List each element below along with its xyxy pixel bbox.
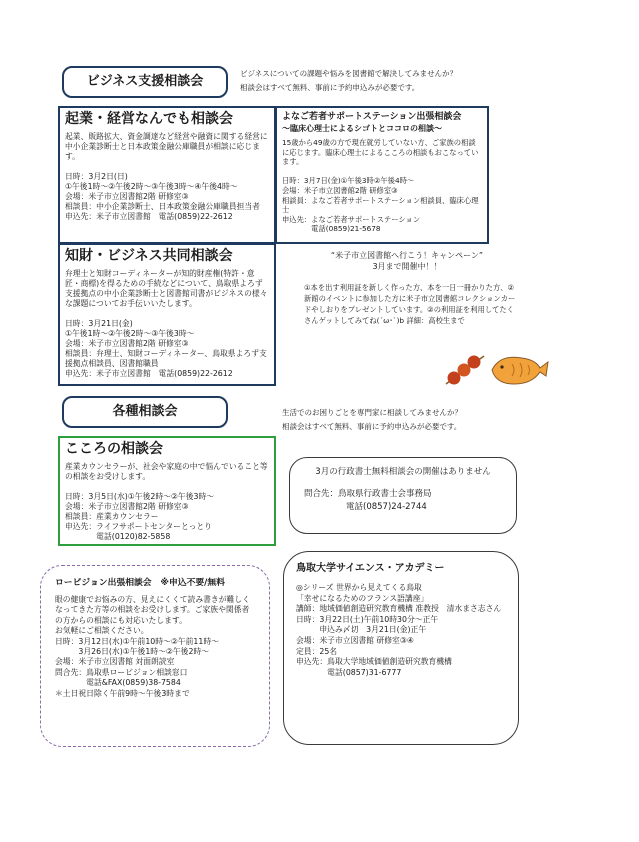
youth-support-title: よなご若者サポートステーション出張相談会 [282, 112, 462, 122]
dango-taiyaki-illustration [440, 348, 550, 390]
business-lead-line-2: 相談会はすべて無料、事前に予約申込みが必要です。 [240, 83, 420, 92]
gyosei-notice-box [289, 457, 517, 534]
youth-support-subtitle: ～臨床心理士によるシゴトとココロの相談～ [282, 124, 442, 133]
lowvision-consult-body: 眼の健康でお悩みの方、見えにくくて読み書きが難しくなってきた方等の相談をお受けします。ご家族や関係者の方からの相談にも対応いたします。 お気軽にご相談ください。 日時：3月12日(水)①午前10時～②午前11時～ 3月26日(水)①午後1時～②午後2時～ 会場：米子市立図書館 対面朗読室 問合先：鳥取県ロービジョン相談窓口 電話&FAX(0859)38-7584 ＊土日祝日除く午前9時～午後3時まで [55, 595, 250, 698]
campaign-heading: “米子市立図書館へ行こう！キャンペーン” [330, 251, 484, 260]
lowvision-consult-title: ロービジョン出張相談会 ※申込不要/無料 [55, 578, 225, 588]
kokoro-consult-box [58, 436, 276, 546]
ip-consult-title: 知財・ビジネス共同相談会 [65, 248, 233, 264]
science-academy-title: 鳥取大学サイエンス・アカデミー [296, 563, 445, 574]
campaign-body: ①本を出す利用証を新しく作った方、本を一日一冊かりた方、②新館のイベントに参加した方に米子市立図書館コレクションカードやしおりをプレゼントしています。②の利用証を利用してたくさんゲットしてみてね(´ω･`)b 詳細：高校生まで [304, 283, 516, 325]
lowvision-consult-box [40, 565, 270, 747]
youth-support-box [275, 106, 489, 244]
various-lead-line-1: 生活でのお困りごとを専門家に相談してみませんか？ [282, 408, 462, 417]
gyosei-tel: 電話(0857)24-2744 [346, 502, 427, 512]
various-lead [282, 406, 582, 434]
science-academy-body: ◎シリーズ 世界から見えてくる鳥取 「幸せになるためのフランス語講座」 講師：地域価値創造研究教育機構 准教授 清水まさ志さん 日時：3月22日(土)午前10時30分～正午 申込み〆切 3月21日(金)正午 会場：米子市立図書館 研修室③④ 定員：25名 申込先：鳥取大学地域価値創造研究教育機構 電話(0857)31-6777 [296, 583, 502, 677]
various-section-title: 各種相談会 [62, 396, 228, 428]
business-lead-line-1: ビジネスについての課題や悩みを図書館で解決してみませんか？ [240, 69, 458, 78]
campaign-sub: 3月まで開催中！！ [372, 262, 442, 271]
business-lead [240, 67, 540, 95]
various-lead-line-2: 相談会はすべて無料、事前に予約申込みが必要です。 [282, 422, 462, 431]
gyosei-notice-text: 3月の行政書士無料相談会の開催はありません [315, 467, 491, 477]
startup-consult-box [58, 106, 276, 244]
gyosei-contact: 問合先：鳥取県行政書士会事務局 [304, 489, 432, 499]
youth-support-body: 15歳から49歳の方で現在就労していない方、ご家族の相談に応じます。臨床心理士によるこころの相談もおこなっています。 日時：3月7日(金)①午後3時②午後4時～ 会場：米子市立図書館2階 研修室③ 相談員：よなご若者サポートステーション相談員、臨床心理士 申込先：よなご若者サポートステーション 電話(0859)21-5678 [282, 138, 479, 234]
ip-consult-body: 弁理士と知財コーディネーターが知的財産権(特許・意匠・商標)を得るための手続などについて、鳥取県よろず支援拠点の中小企業診断士と図書館司書がビジネスの様々な課題についてお手伝いいたします。 日時：3月21日(金) ①午後1時～②午後2時～③午後3時～ 会場：米子市立図書館2階 研修室③ 相談員：弁理士、知財コーディネーター、鳥取県よろず支援拠点相談員、図書館職員 申込先：米子市立図書館 電話(0859)22-2612 [65, 269, 268, 378]
kokoro-consult-title: こころの相談会 [65, 441, 163, 457]
science-academy-box [283, 551, 519, 745]
business-section-title: ビジネス支援相談会 [62, 66, 228, 98]
startup-consult-title: 起業・経営なんでも相談会 [65, 111, 233, 127]
kokoro-consult-body: 産業カウンセラーが、社会や家庭の中で悩んでいること等の相談をお受けします。 日時：3月5日(水)①午後2時～②午後3時～ 会場：米子市立図書館2階 研修室③ 相談員：産業カウンセラー 申込先：ライフサポートセンターとっとり 電話(0120)82-5858 [65, 462, 268, 541]
ip-consult-box [58, 243, 276, 386]
startup-consult-body: 起業、販路拡大、資金調達など経営や融資に関する経営に中小企業診断士と日本政策金融公庫職員が相談に応じます。 日時：3月2日(日) ①午後1時～②午後2時～③午後3時～④午後4時～ 会場：米子市立図書館2階 研修室③ 相談員：中小企業診断士、日本政策金融公庫職員担当者 申込先：米子市立図書館 電話(0859)22-2612 [65, 132, 268, 221]
